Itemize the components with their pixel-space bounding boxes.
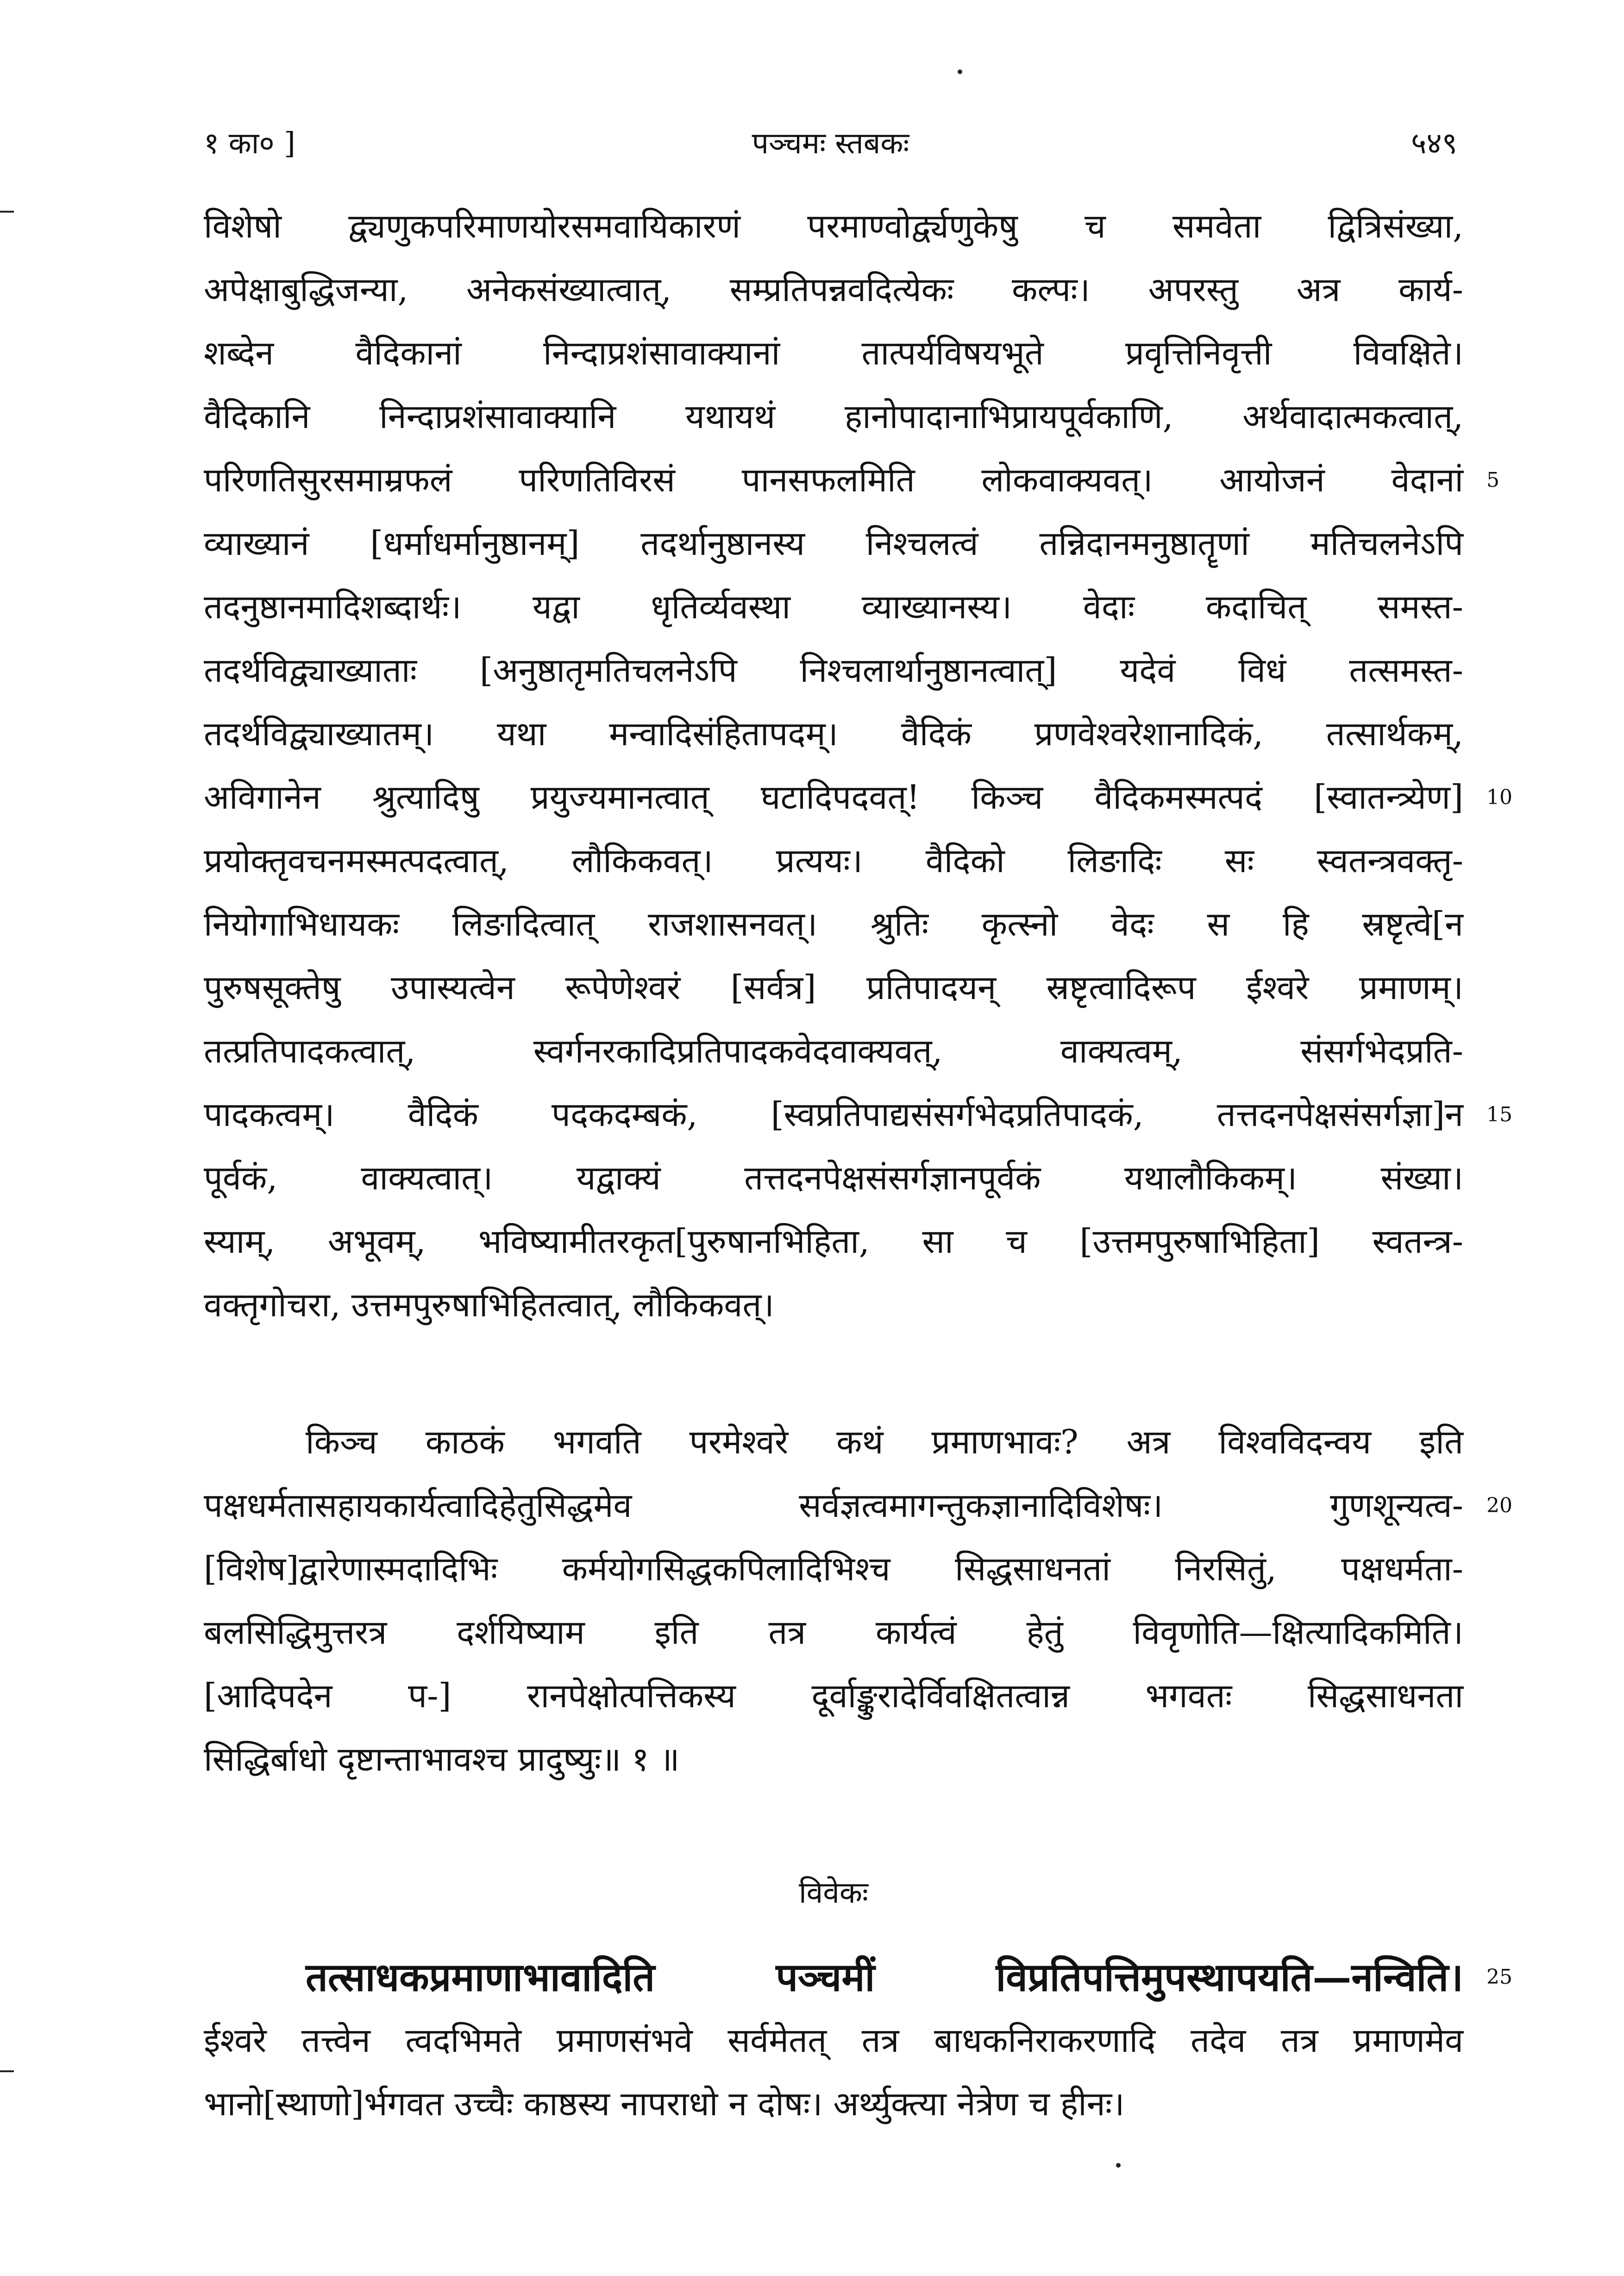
line-text: [विशेष]द्वारेणास्मदादिभिः कर्मयोगसिद्धकपिलादिभिश्च सिद्धसाधनतां निरसितुं, पक्षधर्मता- <box>204 1549 1463 1588</box>
line-number: 25 <box>1486 1965 1512 1989</box>
line-text: तत्साधकप्रमाणाभावादिति पञ्चमीं विप्रतिपत्तिमुपस्थापयति—नन्विति। <box>306 1954 1463 2000</box>
text-line <box>204 639 1463 702</box>
line-text: परिणतिसुरसमाम्रफलं परिणतिविरसं पानसफलमिति लोकवाक्यवत्। आयोजनं वेदानां <box>204 460 1463 499</box>
line-text: [आदिपदेन प-] रानपेक्षोत्पत्तिकस्य दूर्वाङ्कुरादेर्विवक्षितत्वान्न भगवतः सिद्धसाधनता <box>204 1676 1463 1715</box>
line-text: सिद्धिर्बाधो दृष्टान्ताभावश्च प्रादुष्युः॥ १ ॥ <box>204 1740 680 1779</box>
line-text: अपेक्षाबुद्धिजन्या, अनेकसंख्यात्वात्, सम्प्रतिपन्नवदित्येकः कल्पः। अपरस्तु अत्र कार्य- <box>204 270 1463 309</box>
text-line <box>204 448 1499 512</box>
text-line <box>204 258 1463 321</box>
text-line <box>204 2009 1463 2072</box>
section-title: विवेकः <box>799 1876 868 1910</box>
text-line <box>204 1664 1463 1728</box>
line-text: वैदिकानि निन्दाप्रशंसावाक्यानि यथायथं हानोपादानाभिप्रायपूर्वकाणि, अर्थवादात्मकत्वात्, <box>204 397 1463 436</box>
text-line <box>204 575 1463 639</box>
main-text <box>204 195 1512 1337</box>
margin-mark <box>0 211 14 213</box>
margin-mark <box>0 2070 14 2072</box>
line-text: तदनुष्ठानमादिशब्दार्थः। यद्वा धृतिर्व्यवस्था व्याख्यानस्य। वेदाः कदाचित् समस्त- <box>204 587 1463 626</box>
text-line <box>204 1728 1463 1791</box>
text-line <box>204 1474 1512 1537</box>
line-text: पादकत्वम्। वैदिकं पदकदम्बकं, [स्वप्रतिपाद्यसंसर्गभेदप्रतिपादकं, तत्तदनपेक्षसंसर्गज्ञा]न <box>204 1095 1463 1134</box>
text-line <box>204 956 1463 1019</box>
text-line <box>204 893 1463 956</box>
line-text: पूर्वकं, वाक्यत्वात्। यद्वाक्यं तत्तदनपेक्षसंसर्गज्ञानपूर्वकं यथालौकिकम्। संख्या। <box>204 1158 1463 1197</box>
text-line <box>204 1537 1463 1601</box>
text-line <box>204 1083 1512 1146</box>
viveka-text <box>204 1945 1512 2136</box>
line-text: तदर्थविद्व्याख्याताः [अनुष्ठातृमतिचलनेऽपि निश्चलार्थानुष्ठानत्वात्] यदेवं विधं तत्समस्त- <box>204 651 1463 690</box>
text-line <box>204 1146 1463 1210</box>
line-number: 5 <box>1486 468 1499 492</box>
line-text: तत्प्रतिपादकत्वात्, स्वर्गनरकादिप्रतिपादकवेदवाक्यवत्, वाक्यत्वम्, संसर्गभेदप्रति- <box>204 1031 1463 1070</box>
line-text: शब्देन वैदिकानां निन्दाप्रशंसावाक्यानां तात्पर्यविषयभूते प्रवृत्तिनिवृत्ती विवक्षिते। <box>204 333 1463 372</box>
text-line <box>204 829 1463 893</box>
text-line <box>204 1945 1512 2009</box>
header-title: पञ्चमः स्तबकः <box>752 126 909 161</box>
second-paragraph <box>204 1410 1512 1791</box>
page-number: ५४९ <box>1411 126 1457 161</box>
text-line <box>204 1601 1463 1664</box>
line-text: भानो[स्थाणो]र्भगवत उच्चैः काष्ठस्य नापराधो न दोषः। अर्थ्युक्त्या नेत्रेण च हीनः। <box>204 2084 1125 2123</box>
line-number: 10 <box>1486 786 1512 809</box>
line-text: प्रयोक्तृवचनमस्मत्पदत्वात्, लौकिकवत्। प्रत्ययः। वैदिको लिङादिः सः स्वतन्त्रवक्तृ- <box>204 841 1463 880</box>
line-number: 20 <box>1486 1494 1512 1517</box>
line-text: विशेषो द्व्यणुकपरिमाणयोरसमवायिकारणं परमाण्वोर्द्व्यणुकेषु च समवेता द्वित्रिसंख्या, <box>204 207 1463 245</box>
text-line <box>204 766 1512 829</box>
text-line <box>204 1410 1463 1474</box>
speck <box>958 69 962 74</box>
speck <box>1116 2163 1121 2168</box>
line-text: वक्तृगोचरा, उत्तमपुरुषाभिहितत्वात्, लौकिकवत्। <box>204 1285 774 1324</box>
text-line <box>204 1210 1463 1273</box>
line-text: ईश्वरे तत्त्वेन त्वदभिमते प्रमाणसंभवे सर्वमेतत् तत्र बाधकनिराकरणादि तदेव तत्र प्रमाणमेव <box>204 2021 1463 2060</box>
page-header <box>204 118 1457 169</box>
text-line <box>204 385 1463 448</box>
line-text: अविगानेन श्रुत्यादिषु प्रयुज्यमानत्वात् घटादिपदवत्! किञ्च वैदिकमस्मत्पदं [स्वातन्त्र्येण] <box>204 778 1463 817</box>
line-text: किञ्च काठकं भगवति परमेश्वरे कथं प्रमाणभावः? अत्र विश्वविदन्वय इति <box>306 1422 1463 1461</box>
text-line <box>204 1019 1463 1083</box>
line-text: बलसिद्धिमुत्तरत्र दर्शयिष्याम इति तत्र कार्यत्वं हेतुं विवृणोति—क्षित्यादिकमिति। <box>204 1613 1463 1652</box>
text-line <box>204 1273 1463 1337</box>
line-number: 15 <box>1486 1103 1512 1126</box>
header-left: १ का० ] <box>204 126 295 161</box>
line-text: व्याख्यानं [धर्माधर्मानुष्ठानम्] तदर्थानुष्ठानस्य निश्चलत्वं तन्निदानमनुष्ठातॄणां मतिचलनेऽपि <box>204 524 1463 563</box>
line-text: पक्षधर्मतासहायकार्यत्वादिहेतुसिद्धमेव सर्वज्ञत्वमागन्तुकज्ञानादिविशेषः। गुणशून्यत्व- <box>204 1486 1463 1525</box>
line-text: स्याम्, अभूवम्, भविष्यामीतरकृत[पुरुषानभिहिता, सा च [उत्तमपुरुषाभिहिता] स्वतन्त्र- <box>204 1222 1463 1261</box>
text-line <box>204 512 1463 575</box>
text-line <box>204 321 1463 385</box>
line-text: तदर्थविद्व्याख्यातम्। यथा मन्वादिसंहितापदम्। वैदिकं प्रणवेश्वरेशानादिकं, तत्सार्थकम्, <box>204 714 1463 753</box>
line-text: नियोगाभिधायकः लिङादित्वात् राजशासनवत्। श्रुतिः कृत्स्नो वेदः स हि स्रष्टृत्वे[न <box>204 905 1463 943</box>
line-text: पुरुषसूक्तेषु उपास्यत्वेन रूपेणेश्वरं [सर्वत्र] प्रतिपादयन् स्रष्टृत्वादिरूप ईश्वरे प्रमाणम्। <box>204 968 1463 1007</box>
text-line <box>204 2072 1463 2136</box>
text-line <box>204 195 1463 258</box>
text-line <box>204 702 1463 766</box>
